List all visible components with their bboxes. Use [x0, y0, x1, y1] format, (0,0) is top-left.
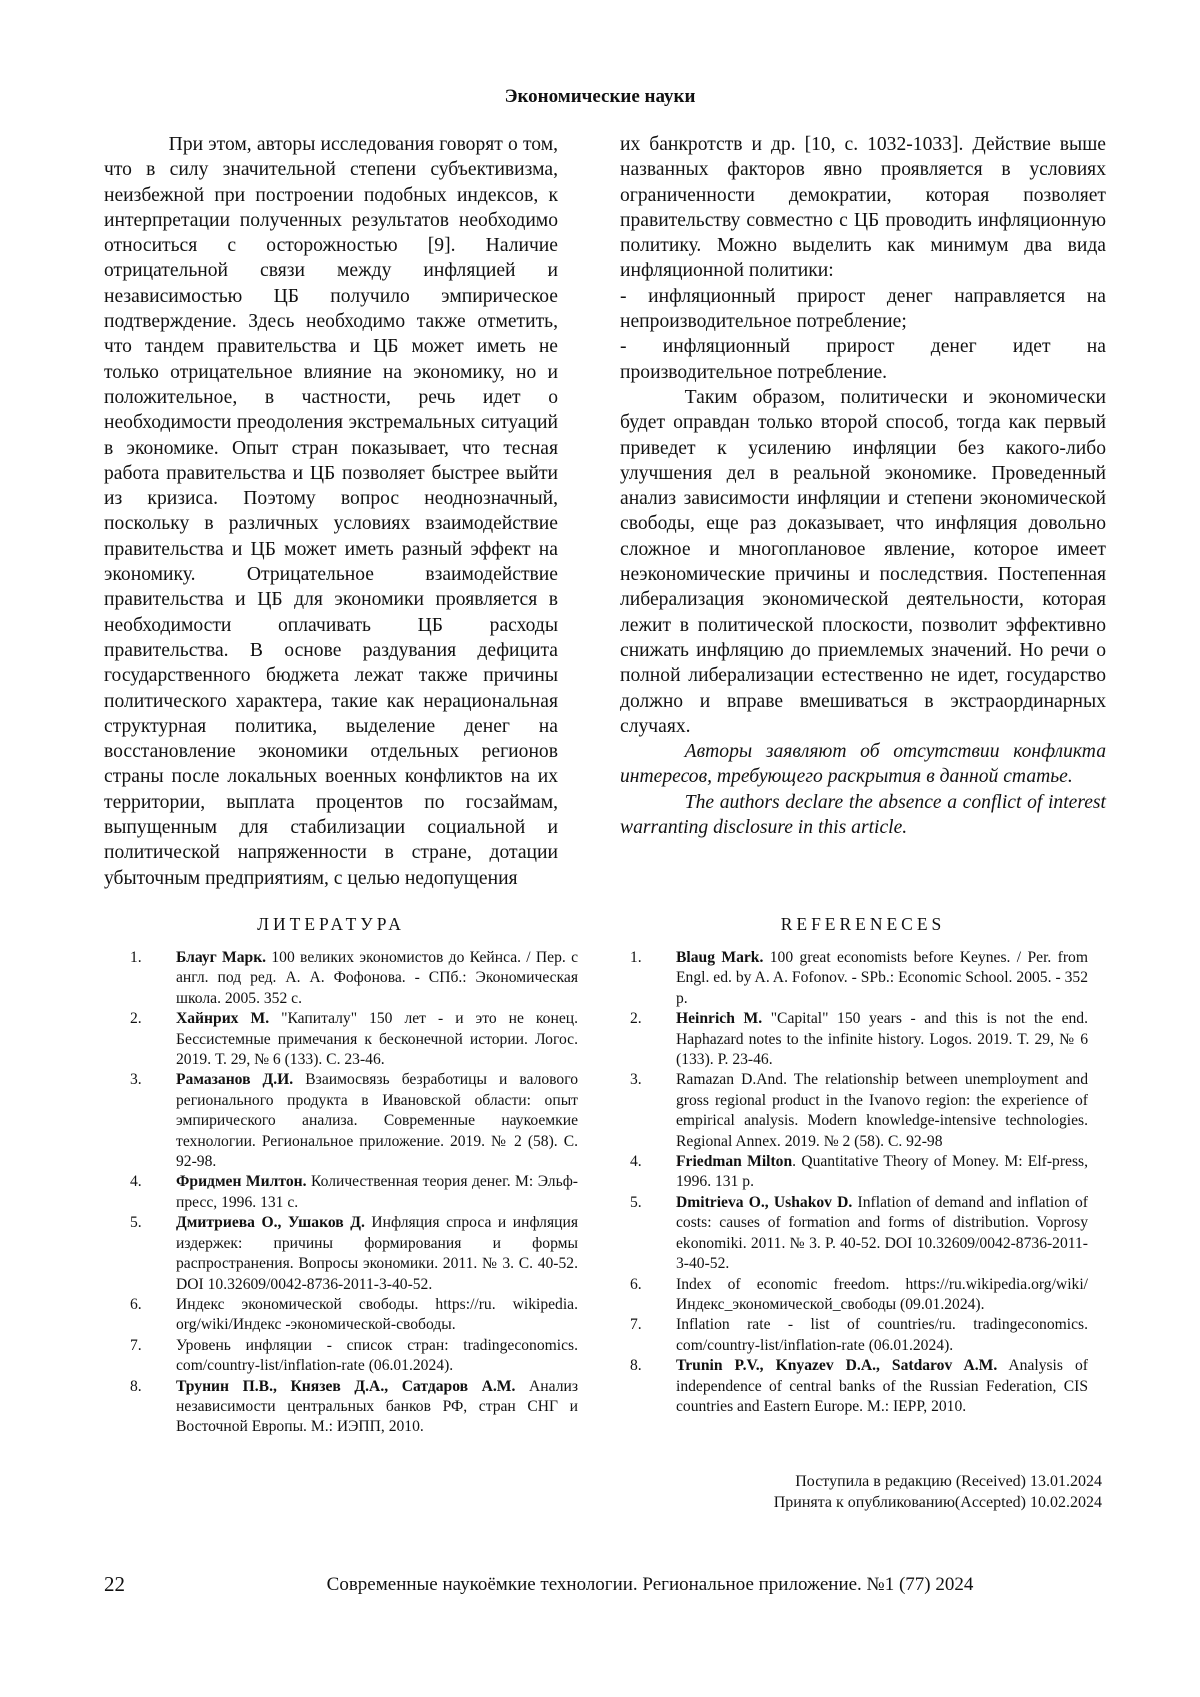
- bullet-item: - инфляционный прирост денег направляется на непроизводительное потребление;: [620, 285, 1106, 333]
- page-number: 22: [104, 1572, 125, 1596]
- reference-item: 1. Блауг Марк. 100 великих экономистов до Кейнса. / Пер. с англ. под ред. А. А. Фофонова. - СПб.: Экономическая школа. 2005. 352 с.: [130, 949, 578, 1007]
- conflict-statement-ru: Авторы заявляют об отсутствии конфликта интересов, требующего раскрытия в данной статье.: [620, 741, 1106, 788]
- reference-item: 3. Рамазанов Д.И. Взаимосвязь безработицы и валового регионального продукта в Ивановской области: опыт эмпирического анализа. Современные наукоемкие технологии. Региональное приложение. 2019. № 2 (58). С. 92-98.: [130, 1071, 578, 1171]
- reference-item: 4. Фридмен Милтон. Количественная теория денег. М: Эльф-пресс, 1996. 131 с.: [130, 1173, 578, 1211]
- references-ru-list: [130, 948, 578, 1438]
- reference-item: 3. Ramazan D.And. The relationship between unemployment and gross regional product in the Ivanovo region: the experience of empirical analysis. Modern knowledge-intensive technologies. Regional Annex. 2019. № 2 (58). C. 92-98: [630, 1071, 1088, 1150]
- reference-item: 7. Уровень инфляции - список стран: tradingeconomics. com/country-list/inflation-rate (06.01.2024).: [130, 1336, 578, 1375]
- references-ru-title: ЛИТЕРАТУРА: [257, 914, 405, 934]
- reference-item: 7. Inflation rate - list of countries/ru. tradingeconomics. com/country-list/inflation-rate (06.01.2024).: [630, 1316, 1088, 1354]
- reference-item: 8. Трунин П.В., Князев Д.А., Сатдаров А.М. Анализ независимости центральных банков РФ, стран СНГ и Восточной Европы. М.: ИЭПП, 2010.: [130, 1377, 578, 1436]
- reference-item: 6. Index of economic freedom. https://ru.wikipedia.org/wiki/Индекс_экономической_свободы (09.01.2024).: [630, 1275, 1088, 1313]
- references-en-title: REFERENECES: [780, 914, 946, 934]
- section-header: Экономические науки: [504, 86, 696, 107]
- body-paragraph: При этом, авторы исследования говорят о том, что в силу значительной степени субъективизма, неизбежной при построении подобных индексов, к интерпретации полученных результатов необходимо относиться с осторожностью [9]. Наличие отрицательной связи между инфляцией и независимостью ЦБ получило эмпирическое подтверждение. Здесь необходимо также отметить, что тандем правительства и ЦБ может иметь не только отрицательное влияние на экономику, но и положительное, в частности, речь идет о необходимости преодоления экстремальных ситуаций в экономике. Опыт стран показывает, что тесная работа правительства и ЦБ позволяет быстрее выйти из кризиса. Поэтому вопрос неоднозначный, поскольку в различных условиях взаимодействие правительства и ЦБ может иметь разный эффект на экономику. Отрицательное взаимодействие правительства и ЦБ для экономики проявляется в необходимости оплачивать ЦБ расходы правительства. В основе раздувания дефицита государственного бюджета лежат также причины политического характера, такие как нерациональная структурная политика, выделение денег на восстановление экономики отдельных регионов страны после локальных военных конфликтов на их территории, выплата процентов по госзаймам, выпущенным для стабилизации социальной и политической напряженности в стране, дотации убыточным предприятиям, с целью недопущения: [104, 134, 558, 889]
- journal-footer: Современные наукоёмкие технологии. Региональное приложение. №1 (77) 2024: [326, 1574, 974, 1595]
- left-column: [104, 132, 558, 891]
- reference-item: 2. Хайнрих М. "Капиталу" 150 лет - и это не конец. Бессистемные примечания к бесконечной истории. Логос. 2019. Т. 29, № 6 (133). С. 23-46.: [130, 1010, 578, 1069]
- reference-item: 6. Индекс экономической свободы. https://ru. wikipedia. org/wiki/Индекс -экономической-свободы.: [130, 1295, 578, 1334]
- reference-item: 8. Trunin P.V., Knyazev D.A., Satdarov A.M. Analysis of independence of central banks of the Russian Federation, CIS countries and Eastern Europe. M.: IEPP, 2010.: [630, 1357, 1088, 1415]
- conclusion-paragraph: Таким образом, политически и экономически будет оправдан только второй способ, тогда как первый приведет к усилению инфляции без какого-либо улучшения дел в реальной экономике. Проведенный анализ зависимости инфляции и степени экономической свободы, еще раз доказывает, что инфляция довольно сложное и многоплановое явление, которое имеет неэкономические причины и последствия. Постепенная либерализация экономической деятельности, которая лежит в политической плоскости, позволит эффективно снижать инфляцию до приемлемых значений. Но речи о полной либерализации естественно не идет, государство должно и вправе вмешиваться в экстраординарных случаях.: [620, 386, 1106, 737]
- right-column: [620, 132, 1106, 840]
- reference-item: 1. Blaug Mark. 100 great economists before Keynes. / Per. from Engl. ed. by A. A. Fofonov. - SPb.: Economic School. 2005. - 352 p.: [630, 949, 1088, 1007]
- references-en-list: [630, 948, 1088, 1417]
- conflict-statement-en: The authors declare the absence a conflict of interest warranting disclosure in this article.: [620, 791, 1106, 839]
- reference-item: 5. Dmitrieva O., Ushakov D. Inflation of demand and inflation of costs: causes of formation and forms of distribution. Voprosy ekonomiki. 2011. № 3. P. 40-52. DOI 10.32609/0042-8736-2011-3-40-52.: [630, 1193, 1088, 1273]
- accepted-date: Принята к опубликованию(Accepted) 10.02.2024: [773, 1494, 1102, 1511]
- submission-dates: [600, 1471, 1102, 1513]
- bullet-item: - инфляционный прирост денег идет на производительное потребление.: [620, 336, 1106, 383]
- reference-item: 4. Friedman Milton. Quantitative Theory of Money. M: Elf-press, 1996. 131 p.: [630, 1153, 1088, 1191]
- body-paragraph: их банкротств и др. [10, с. 1032-1033]. Действие выше названных факторов явно проявляется в условиях ограниченности демократии, которая позволяет правительству совместно с ЦБ проводить инфляционную политику. Можно выделить как минимум два вида инфляционной политики:: [620, 134, 1106, 282]
- received-date: Поступила в редакцию (Received) 13.01.2024: [795, 1473, 1102, 1490]
- reference-item: 2. Heinrich M. "Capital" 150 years - and this is not the end. Haphazard notes to the infinite history. Logos. 2019. T. 29, № 6 (133). P. 23-46.: [630, 1010, 1089, 1069]
- reference-item: 5. Дмитриева О., Ушаков Д. Инфляция спроса и инфляция издержек: причины формирования и формы распространения. Вопросы экономики. 2011. № 3. С. 40-52. DOI 10.32609/0042-8736-2011-3-40-52.: [130, 1214, 578, 1293]
